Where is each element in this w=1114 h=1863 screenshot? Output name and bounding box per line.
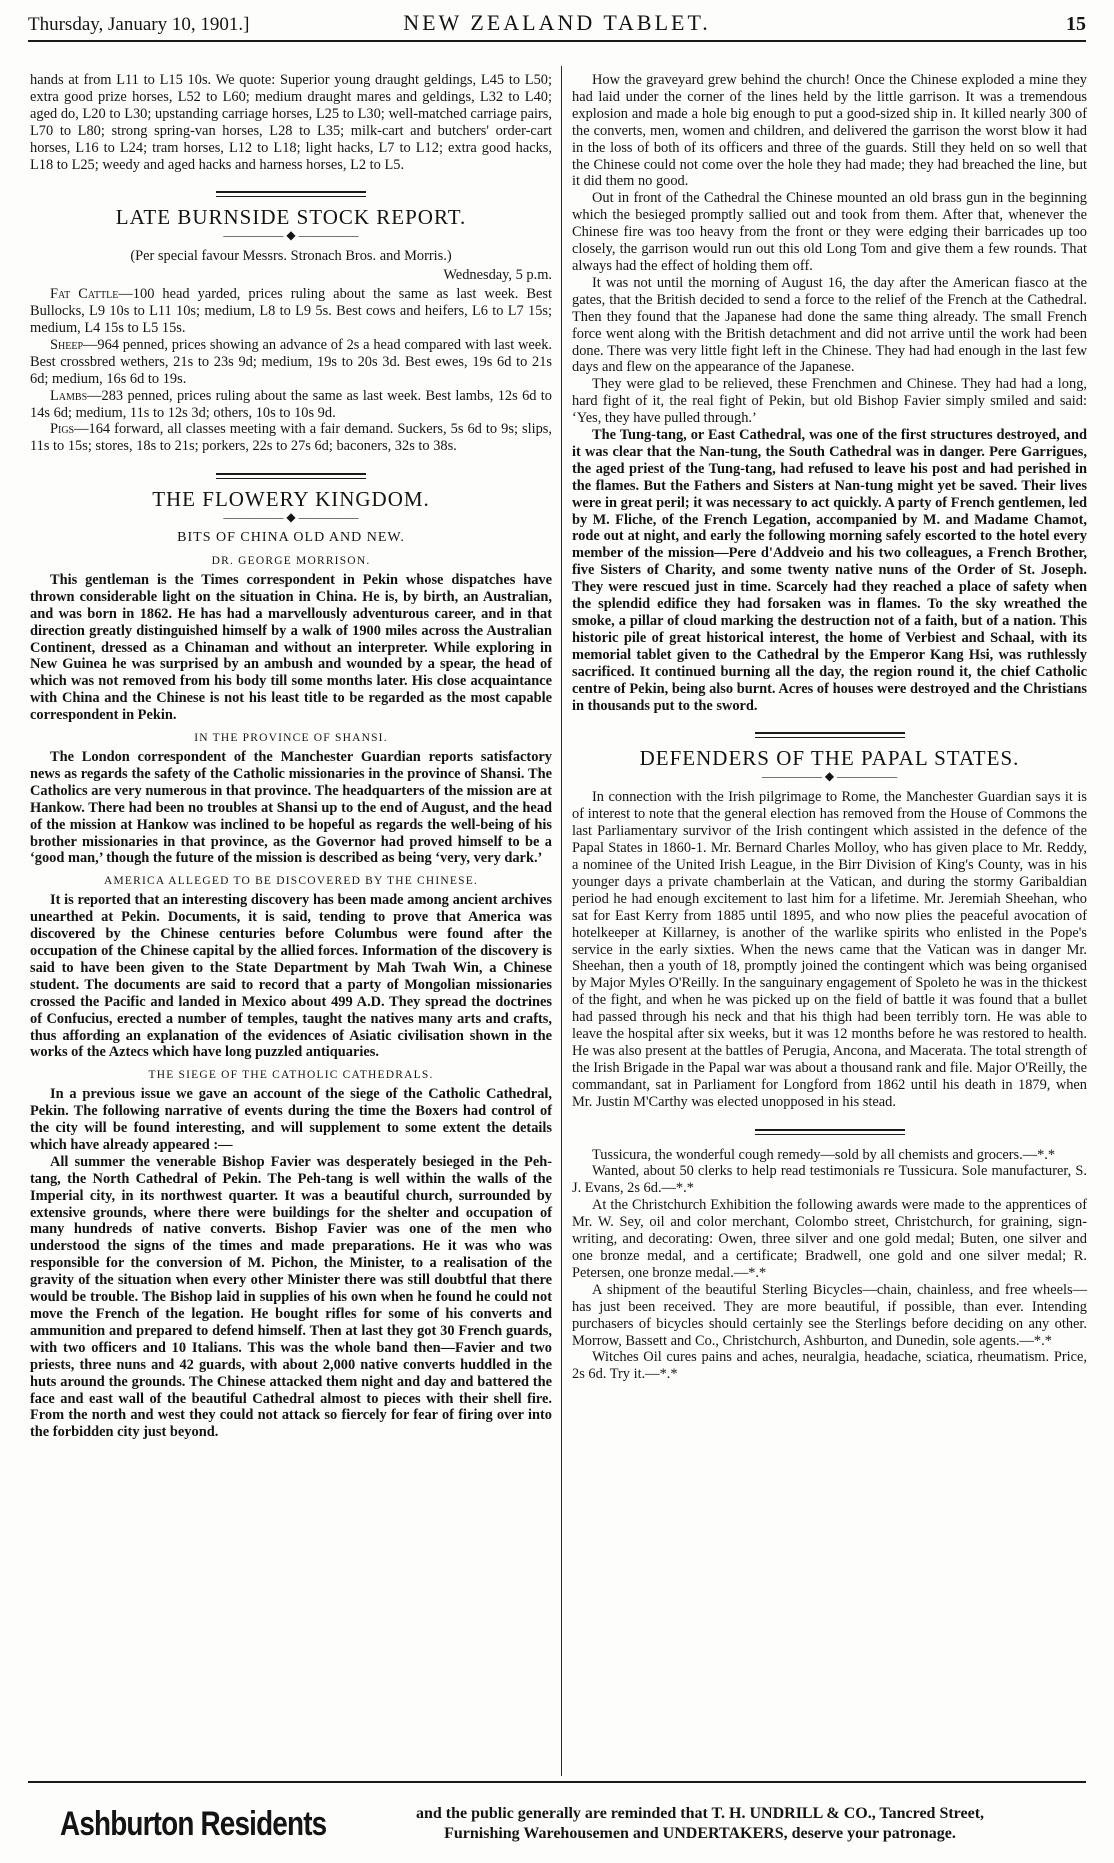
siege-text-2: All summer the venerable Bishop Favier was desperately besieged in the Peh-tang, the North Cathedral of Pekin. The Peh-tang is well within the walls of the Imperial city, in its northwest quarter. It was a beautiful church, surrounded by extensive grounds, where there were buildings for the shelter and occupation of many hundreds of native converts. Bishop Favier was one of the men who understood the signs of the times and made preparations. He it was who was responsible for the conversion of M. Pichon, the Minister, to a realisation of the gravity of the situation when every other Minister there was still doubtful that there would be trouble. The Bishop laid in supplies of his own when he found he could not move the French of the legation. He bought rifles for some of his converts and ammunition and prepared to defend himself. Then at last they got 30 French guards, with two officers and 10 Italians. This was the whole band then—Favier and two priests, three nuns and 42 guards, with about 2,000 native converts huddled in the huts around the grounds. The Chinese attacked them night and day and battered the face and east wall of the beautiful Cathedral almost to pieces with their shell fire. From the north and west they could not attack so fiercely for fear of firing over into the forbidden city just beyond. (30, 1153, 552, 1441)
paper-title: NEW ZEALAND TABLET. (403, 10, 711, 35)
ad-clerks: Wanted, about 50 clerks to help read testimonials re Tussicura. Sole manufacturer, S. J. Evans, 2s 6d.—*.* (572, 1163, 1087, 1197)
stock-report-subtitle: (Per special favour Messrs. Stronach Bros. and Morris.) (130, 248, 452, 265)
morrison-text: This gentleman is the Times correspondent in Pekin whose dispatches have thrown considerable light on the situation in China. He is, by birth, an Australian, and was born in 1862. He has had a marvellously adventurous career, and in that direction greatly distinguished himself by a walk of 1900 miles across the Australian Continent, dressed as a Chinaman and without an interpreter. While exploring in New Guinea he was surprised by an ambush and wounded by a spear, the head of which was not removed from his body till some months later. His close acquaintance with China and the Chinese is not his least title to be regarded as the most capable correspondent in Pekin. (30, 571, 552, 724)
footer-ad-body (320, 1804, 1080, 1844)
footer-ad-line-2: Furnishing Warehousemen and UNDERTAKERS, deserve your patronage. (444, 1825, 956, 1842)
sheep-paragraph (30, 337, 552, 388)
footer-advertisement (60, 1794, 1080, 1854)
ad-exhibition: At the Christchurch Exhibition the following awards were made to the apprentices of Mr. W. Sey, oil and color merchant, Colombo street, Christchurch, for graining, sign-writing, and decorating: Owen, three silver and one gold medal; Buten, one silver and one bronze medal, and a certificate; Bradwell, one gold and one silver medal; R. Petersen, one bronze medal.—*.* (572, 1197, 1087, 1281)
ornament-divider: ————— ◆ ————— (761, 769, 898, 784)
ad-tussicura: Tussicura, the wonderful cough remedy—sold by all chemists and grocers.—*.* (592, 1146, 1056, 1163)
footer-ad-line-1: and the public generally are reminded that T. H. UNDRILL & CO., Tancred Street, (415, 1805, 985, 1822)
siege-text-4: Out in front of the Cathedral the Chinese mounted an old brass gun in the beginning which the besieged promptly sallied out and took from them. After that, whenever the Chinese fire was too heavy from the front or they were edging their barricades up too closely, the garrison would run out this old Long Tom and give them a few rounds. That always had the effect of holding them off. (572, 190, 1087, 274)
morrison-heading: DR. GEORGE MORRISON. (211, 555, 371, 568)
column-divider (561, 66, 562, 1776)
siege-text-3: How the graveyard grew behind the church! Once the Chinese exploded a mine they had laid under the corner of the lines held by the little garrison. It was a tremendous explosion and made a hole big enough to put a good-sized ship in. It killed nearly 300 of the converts, men, women and children, and delivered the garrison the worst blow it had in the loss of both of its officers and three of the guards. Still they held on so well that the Chinese could not come over the hole they had made; they had breached the line, but it did them no good. (572, 72, 1087, 190)
sheep-text: —964 penned, prices showing an advance of 2s a head compared with last week. Best crossbred wethers, 21s to 23s 9d; medium, 19s to 20s 3d. Best ewes, 19s 6d to 21s 6d; medium, 16s 6d to 19s. (30, 336, 552, 387)
siege-heading: THE SIEGE OF THE CATHOLIC CATHEDRALS. (148, 1069, 434, 1082)
footer-ad-title: Ashburton Residents (60, 1804, 327, 1843)
ad-witches-oil: Witches Oil cures pains and aches, neuralgia, headache, sciatica, rheumatism. Price, 2s 6d. Try it.—*.* (572, 1349, 1087, 1383)
page-number: 15 (1066, 13, 1086, 35)
stock-report-heading: LATE BURNSIDE STOCK REPORT. (115, 205, 467, 230)
america-heading: AMERICA ALLEGED TO BE DISCOVERED BY THE CHINESE. (103, 875, 479, 888)
right-column (572, 72, 1087, 1383)
issue-date: Thursday, January 10, 1901.] (28, 14, 250, 35)
lambs-label: Lambs (50, 387, 88, 404)
fat-cattle-paragraph (30, 286, 552, 337)
horse-market-text: hands at from L11 to L15 10s. We quote: Superior young draught geldings, L45 to L50; extra good prize horses, L52 to L60; medium draught mares and geldings, L32 to L40; aged do, L20 to L30; upstanding carriage horses, L25 to L30; well-matched carriage pairs, L70 to L80; strong spring-van horses, L28 to L35; milk-cart and butchers' order-cart horses, L16 to L24; tram horses, L12 to L18; light hacks, L7 to L12; extra good hacks, L18 to L25; weedy and aged hacks and harness horses, L2 to L5. (30, 72, 552, 173)
flowery-kingdom-subtitle: BITS OF CHINA OLD AND NEW. (177, 530, 405, 546)
ad-sterling-bicycles: A shipment of the beautiful Sterling Bicycles—chain, chainless, and free wheels—has just been received. They are more beautiful, if possible, than ever. Intending purchasers of bicycles should certainly see the Sterlings before deciding on any other. Morrow, Bassett and Co., Christchurch, Ashburton, and Dunedin, sole agents.—*.* (572, 1281, 1087, 1349)
flowery-kingdom-heading: THE FLOWERY KINGDOM. (152, 487, 430, 512)
section-divider (216, 473, 366, 479)
stock-report-dateline: Wednesday, 5 p.m. (443, 267, 552, 284)
siege-text-6: They were glad to be relieved, these Frenchmen and Chinese. They had had a long, hard fight of it, the real fight of Pekin, but old Bishop Favier simply smiled and said: ‘Yes, they have pulled through.’ (572, 376, 1087, 427)
pigs-text: —164 forward, all classes meeting with a fair demand. Suckers, 5s 6d to 9s; slips, 11s to 15s; stores, 18s to 21s; porkers, 22s to 27s 6d; baconers, 32s to 38s. (30, 421, 552, 455)
pigs-paragraph (30, 421, 552, 455)
pigs-label: Pigs (50, 421, 75, 438)
papal-states-text: In connection with the Irish pilgrimage to Rome, the Manchester Guardian says it is of interest to note that the general election has removed from the House of Commons the last Parliamentary survivor of the Irish contingent which assisted in the defence of the Papal States in 1860-1. Mr. Bernard Charles Molloy, who has given place to Mr. Reddy, a nominee of the United Irish League, in the Birr Division of King's County, was in his younger days a private chamberlain at the Vatican, and during the stormy Garibaldian period he had enough excitement to last him for a lifetime. Mr. Jeremiah Sheehan, who sat for East Kerry from 1885 until 1895, and who now plies the peaceful avocation of hotelkeeper at Killarney, is another of the warlike spirits who enlisted in the Pope's service in the early sixties. When the news came that the Vatican was in danger Mr. Sheehan, then a youth of 18, promptly joined the contingent which was being organised by Major Myles O'Reilly. In the sanguinary engagement of Spoleto he was in the thickest of the fight, and when he was picked up on the field of battle it was found that a bullet had passed through his neck and that his thigh had been terribly torn. He was able to leave the hospital after six weeks, but it was 12 months before he was restored to health. He was also present at the battles of Perugia, Ancona, and Macerata. The total strength of the Irish Brigade in the Papal war was about a thousand rank and file. Major O'Reilly, the commandant, sat in Parliament for Longford from 1862 until his death in 1879, when Mr. Justin M'Carthy was elected unopposed in his stead. (572, 789, 1087, 1110)
lambs-paragraph (30, 388, 552, 422)
papal-states-heading: DEFENDERS OF THE PAPAL STATES. (639, 746, 1020, 771)
masthead (28, 8, 1086, 42)
section-divider (755, 1129, 905, 1135)
siege-text-1: In a previous issue we gave an account of the siege of the Catholic Cathedral, Pekin. The following narrative of events during the time the Boxers had control of the city will be found interesting, and will supplement to some extent the details which have already appeared :— (30, 1086, 552, 1153)
fat-cattle-label: Fat Cattle (50, 286, 119, 303)
ornament-divider: ————— ◆ ————— (223, 510, 359, 525)
siege-text-7: The Tung-tang, or East Cathedral, was one of the first structures destroyed, and it was clear that the Nan-tung, the South Cathedral was in danger. Pere Garrigues, the aged priest of the Tung-tang, had refused to leave his post and had perished in the flames. But the Fathers and Sisters at Nan-tung might yet be saved. Their lives were in great peril; it was necessary to act quickly. A party of French gentlemen, led by M. Fliche, of the French Legation, accompanied by M. and Madame Chamot, rode out at night, and early the following morning safely escorted to the hotel every member of the mission—Pere d'Addveio and his two colleagues, a French Brother, five Sisters of Charity, and some twenty native nuns of the Order of St. Joseph. They were rescued just in time. Scarcely had they reached a place of safety when the splendid edifice they had forsaken was in flames. To the sky wreathed the smoke, a pillar of cloud marking the destruction not of a faith, but of a nation. This historic pile of great historical interest, the home of Verbiest and Schaal, with its memorial tablet given to the Cathedral by the Emperor Kang Hsi, was ruthlessly sacrificed. It continued burning all the day, the region round it, the chief Catholic centre of Pekin, being also burnt. Acres of houses were destroyed and the Christians in thousands put to the sword. (572, 427, 1087, 714)
fat-cattle-text: —100 head yarded, prices ruling about the same as last week. Best Bullocks, L9 10s to L11 10s; medium, L8 to L9 5s. Best cows and heifers, L6 to L7 15s; medium, L4 15s to L5 15s. (30, 286, 552, 336)
siege-text-5: It was not until the morning of August 16, the day after the American fiasco at the gates, that the British decided to send a force to the relief of the French at the Cathedral. Then they found that the Japanese had done the same thing already. The small French force went along with the British detachment and did not arrive until the work had been done. There was very little fight left in the Chinese. They had had enough in the last few days and flew on the appearance of the Japanese. (572, 274, 1087, 376)
lambs-text: —283 penned, prices ruling about the same as last week. Best lambs, 12s 6d to 14s 6d; medium, 11s to 12s 3d; others, 10s to 10s 9d. (30, 387, 552, 421)
left-column (30, 72, 552, 1441)
footer-rule (28, 1781, 1086, 1783)
shansi-heading: IN THE PROVINCE OF SHANSI. (194, 732, 388, 745)
ornament-divider: ————— ◆ ————— (223, 228, 359, 243)
sheep-label: Sheep (50, 336, 84, 353)
section-divider (755, 732, 905, 738)
section-divider (216, 191, 366, 197)
america-text: It is reported that an interesting discovery has been made among ancient archives unearthed at Pekin. Documents, it is said, tending to prove that America was discovered by the Chinese centuries before Columbus were found after the occupation of the Chinese capital by the allied forces. Information of the discovery is said to have been given to the State Department by Mah Twah Win, a Chinese student. The documents are said to record that a party of Mongolian missionaries crossed the Pacific and landed in Mexico about 499 A.D. They spread the doctrines of Confucius, erected a number of temples, taught the natives many arts and crafts, thus affording an explanation of the evidences of Asiatic civilisation shown in the works of the Aztecs which have long puzzled antiquaries. (30, 892, 552, 1061)
shansi-text: The London correspondent of the Manchester Guardian reports satisfactory news as regards the safety of the Catholic missionaries in the province of Shansi. The Catholics are very numerous in that province. The headquarters of the mission are at Hankow. There had been no troubles at Shansi up to the end of August, and the head of the mission at Hankow was inclined to be hopeful as regards the well-being of his brother missionaries in that province, as the Governor had proved himself to be a ‘good man,’ though the future of the mission is described as being ‘very, very dark.’ (30, 749, 552, 867)
